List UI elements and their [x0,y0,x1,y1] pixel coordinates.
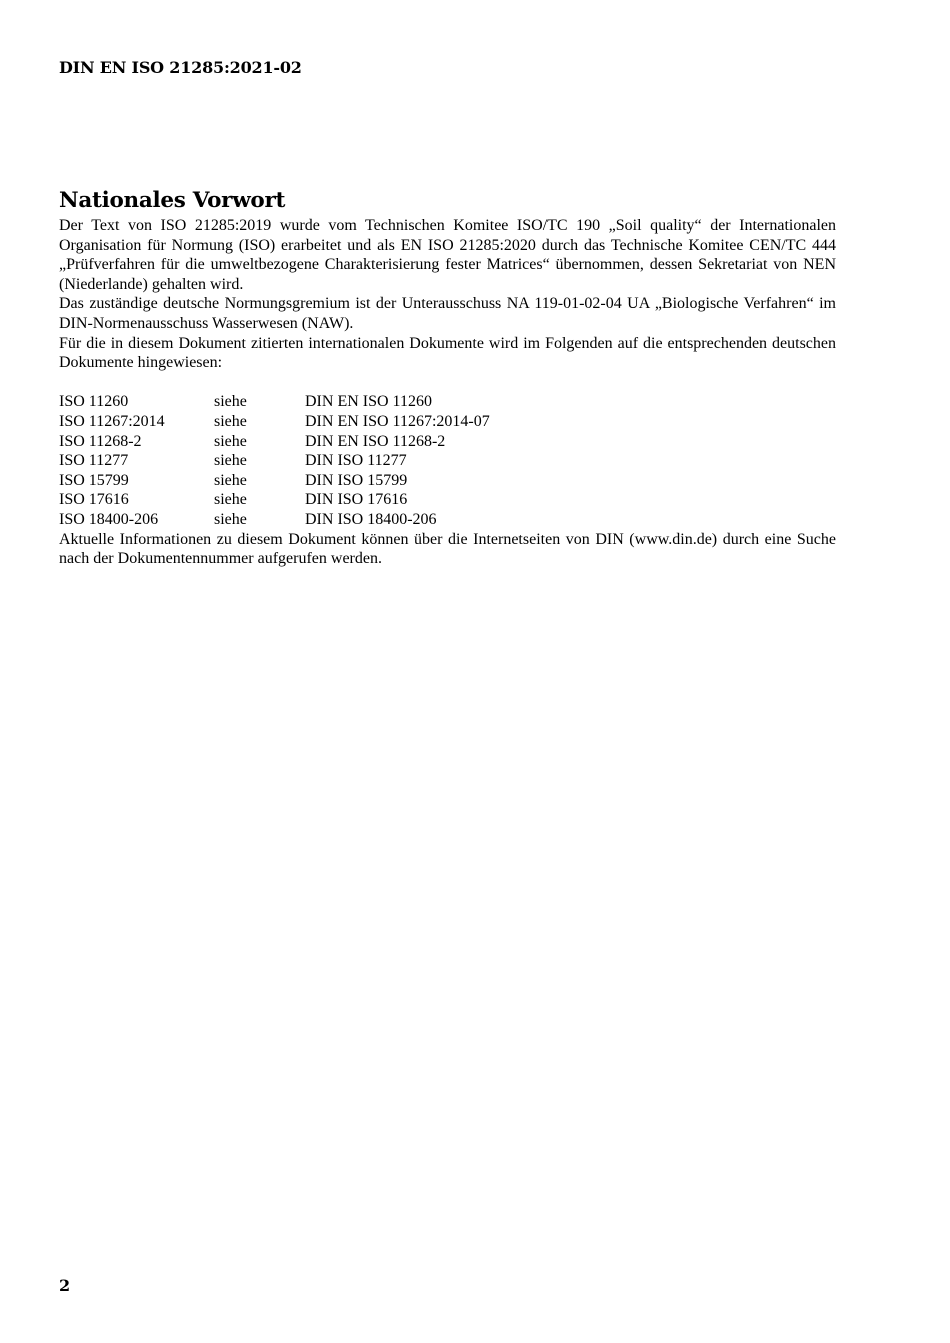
relation-label: siehe [214,491,247,509]
table-row [59,510,490,530]
german-standard: DIN ISO 18400-206 [305,510,437,528]
international-standard: ISO 15799 [59,471,129,489]
document-header: DIN EN ISO 21285:2021-02 [59,58,302,77]
paragraph-closing: Aktuelle Informationen zu diesem Dokument können über die Internetseiten von DIN (www.din.de) durch eine Suche nach der Dokumentennummer aufgerufen werden. [59,530,836,568]
relation-label: siehe [214,510,247,528]
paragraph-origin: Der Text von ISO 21285:2019 wurde vom Technischen Komitee ISO/TC 190 „Soil quality“ der Internationalen Organisation für Normung (ISO) erarbeitet und als EN ISO 21285:2020 durch das Technische Komitee CEN/TC 444 „Prüfverfahren für die umweltbezogene Charakterisierung fester Matrices“ übernommen, dessen Sekretariat von NEN (Niederlande) gehalten wird. [59,217,836,293]
table-row [59,471,490,491]
page-number: 2 [59,1276,71,1295]
reference-table [59,392,490,529]
table-row [59,412,490,432]
relation-label: siehe [214,432,247,450]
paragraph-references-intro: Für die in diesem Dokument zitierten internationalen Dokumente wird im Folgenden auf die entsprechenden deutschen Dokumente hingewiesen: [59,334,836,372]
international-standard: ISO 11267:2014 [59,412,165,430]
german-standard: DIN EN ISO 11267:2014-07 [305,412,490,430]
international-standard: ISO 11268-2 [59,432,142,450]
relation-label: siehe [214,471,247,489]
german-standard: DIN ISO 15799 [305,471,408,489]
german-standard: DIN ISO 17616 [305,491,408,509]
german-standard: DIN ISO 11277 [305,452,407,470]
international-standard: ISO 11260 [59,393,129,411]
table-row [59,392,490,412]
international-standard: ISO 17616 [59,491,129,509]
table-row [59,490,490,510]
international-standard: ISO 11277 [59,452,129,470]
foreword-section [59,186,836,569]
international-standard: ISO 18400-206 [59,510,159,528]
german-standard: DIN EN ISO 11260 [305,393,432,411]
relation-label: siehe [214,452,247,470]
section-title: Nationales Vorwort [59,188,286,213]
table-row [59,432,490,452]
relation-label: siehe [214,412,247,430]
relation-label: siehe [214,393,247,411]
table-row [59,451,490,471]
paragraph-committee: Das zuständige deutsche Normungsgremium ist der Unterausschuss NA 119-01-02-04 UA „Biologische Verfahren“ im DIN-Normenausschuss Wasserwesen (NAW). [59,295,836,332]
german-standard: DIN EN ISO 11268-2 [305,432,446,450]
